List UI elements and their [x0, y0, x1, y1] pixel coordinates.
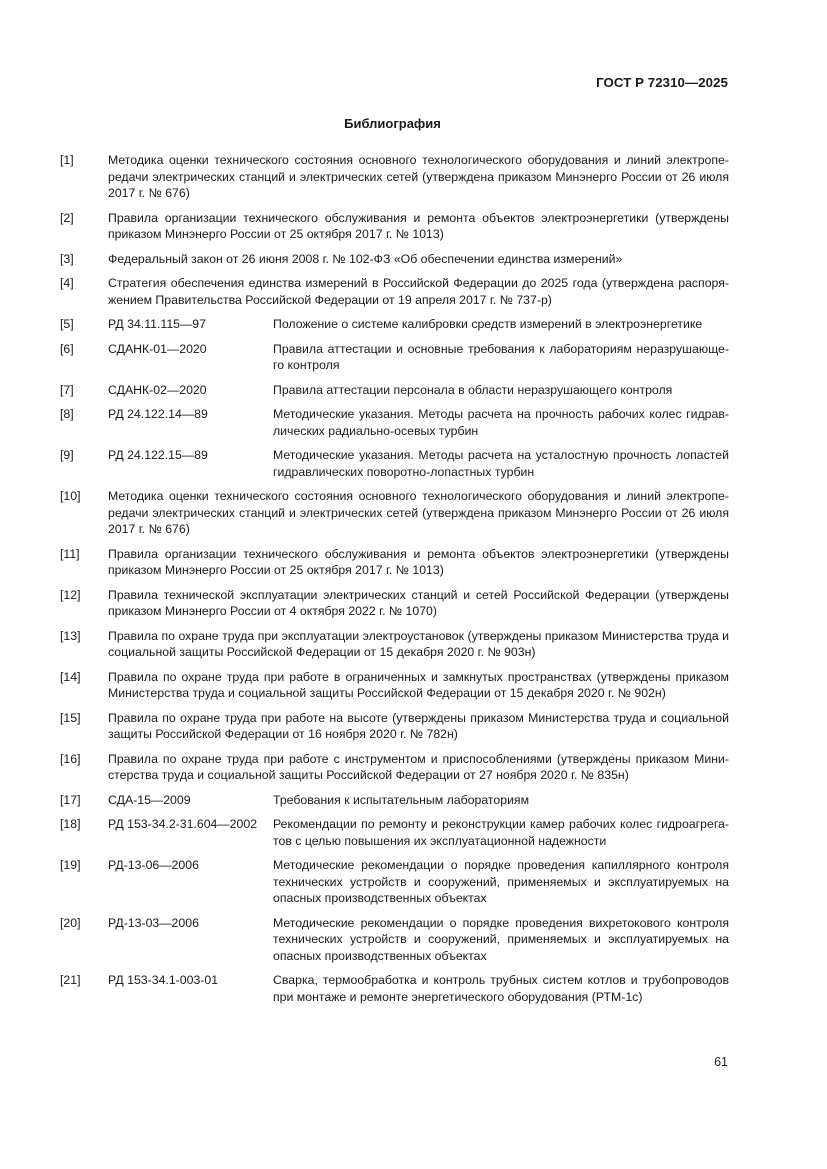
entry-number: [2]: [60, 210, 74, 225]
entry-number: [16]: [60, 751, 81, 766]
bibliography-entry: [60, 406, 729, 439]
entry-number: [7]: [60, 382, 74, 397]
entry-number: [9]: [60, 448, 74, 462]
bibliography-entry: [60, 857, 729, 907]
entry-number: [14]: [60, 669, 81, 684]
entry-number: [11]: [60, 546, 80, 561]
entry-document-code: СДА-15—2009: [108, 792, 191, 807]
entry-number: [8]: [60, 407, 74, 421]
entry-document-code: РД 153-34.1-003-01: [108, 973, 219, 987]
entry-number: [4]: [60, 276, 74, 290]
document-code: ГОСТ Р 72310—2025: [596, 75, 728, 90]
entry-text: Методика оценки технического состояния основного технологического оборудования и линий электропе-редачи электрических станций и электрических сетей (утверждена приказом Минэнерго России от 26 июля 2017 г. № 676): [108, 153, 729, 200]
entry-number: [6]: [60, 341, 74, 356]
entry-document-code: РД 34.11.115—97: [108, 317, 206, 331]
entry-text: Правила технической эксплуатации электрических станций и сетей Российской Федерации (утверждены приказом Минэнерго России от 4 октября 2022 г. № 1070): [108, 587, 729, 618]
bibliography-entry: [60, 915, 729, 965]
bibliography-entry: [60, 669, 729, 702]
entry-number: [12]: [60, 587, 81, 602]
bibliography-entry: [60, 587, 729, 620]
entry-description: Правила аттестации и основные требования к лабораториям неразрушающе-го контроля: [273, 341, 729, 372]
entry-description: Методические рекомендации о порядке проведения вихретокового контроля технических устройств и сооружений, применяемых и эксплуатируемых на опасных производственных объектах: [273, 915, 729, 963]
entry-description: Методические указания. Методы расчета на усталостную прочность лопастей гидравлических поворотно-лопастных турбин: [273, 448, 729, 479]
bibliography-entry: [60, 546, 729, 579]
bibliography-entry: [60, 210, 729, 243]
entry-text: Правила организации технического обслуживания и ремонта объектов электроэнергетики (утверждены приказом Минэнерго России от 25 октября 2017 г. № 1013): [108, 210, 729, 241]
entry-text: Методика оценки технического состояния основного технологического оборудования и линий электропе-редачи электрических станций и электрических сетей (утверждена приказом Минэнерго России от 26 июля 2017 г. № 676): [108, 489, 729, 536]
entry-description: Рекомендации по ремонту и реконструкции камер рабочих колес гидроагрега-тов с целью повышения их эксплуатационной надежности: [273, 817, 729, 848]
bibliography-entry: [60, 152, 729, 202]
entry-document-code: РД 24.122.15—89: [108, 448, 208, 462]
entry-document-code: РД 153-34.2-31.604—2002: [108, 817, 258, 831]
bibliography-list: [60, 152, 729, 1013]
bibliography-entry: [60, 251, 729, 268]
bibliography-entry: [60, 792, 729, 809]
entry-number: [3]: [60, 251, 74, 266]
bibliography-entry: [60, 710, 729, 743]
entry-document-code: СДАНК-02—2020: [108, 382, 207, 397]
entry-description: Методические рекомендации о порядке проведения капиллярного контроля технических устройств и сооружений, применяемых и эксплуатируемых на опасных производственных объектах: [273, 858, 729, 905]
entry-text: Правила по охране труда при работе на высоте (утверждены приказом Министерства труда и социальной защиты Российской Федерации от 16 ноября 2020 г. № 782н): [108, 710, 729, 741]
entry-number: [5]: [60, 317, 74, 331]
entry-number: [17]: [60, 792, 81, 807]
entry-description: Положение о системе калибровки средств измерений в электроэнергетике: [273, 317, 703, 331]
bibliography-entry: [60, 341, 729, 374]
page-title: Библиография: [344, 116, 441, 131]
bibliography-entry: [60, 628, 729, 661]
entry-number: [13]: [60, 628, 81, 643]
entry-description: Правила аттестации персонала в области неразрушающего контроля: [273, 382, 673, 397]
entry-text: Правила по охране труда при работе в ограниченных и замкнутых пространствах (утверждены приказом Министерства труда и социальной защиты Российской Федерации от 15 декабря 2020 г. № 902н): [108, 669, 729, 700]
entry-number: [10]: [60, 489, 81, 503]
entry-number: [19]: [60, 858, 81, 872]
entry-text: Правила по охране труда при работе с инструментом и приспособлениями (утверждены приказом Мини-стерства труда и социальной защиты Российской Федерации от 27 ноября 2020 г. № 835н): [108, 751, 729, 782]
entry-description: Требования к испытательным лабораториям: [273, 792, 530, 807]
entry-text: Федеральный закон от 26 июня 2008 г. № 102-ФЗ «Об обеспечении единства измерений»: [108, 251, 623, 266]
entry-description: Методические указания. Методы расчета на прочность рабочих колес гидрав-лических радиально-осевых турбин: [273, 407, 729, 438]
entry-number: [1]: [60, 153, 74, 167]
entry-document-code: РД-13-03—2006: [108, 915, 199, 930]
bibliography-entry: [60, 488, 729, 538]
entry-document-code: СДАНК-01—2020: [108, 341, 207, 356]
bibliography-entry: [60, 316, 729, 333]
entry-number: [21]: [60, 973, 81, 987]
entry-number: [20]: [60, 915, 81, 930]
entry-document-code: РД-13-06—2006: [108, 858, 199, 872]
entry-number: [18]: [60, 817, 81, 831]
entry-text: Стратегия обеспечения единства измерений в Российской Федерации до 2025 года (утверждена распоря-жением Правительства Российской Федерации от 19 апреля 2017 г. № 737-р): [108, 276, 729, 307]
bibliography-entry: [60, 382, 729, 399]
bibliography-entry: [60, 447, 729, 480]
entry-text: Правила по охране труда при эксплуатации электроустановок (утверждены приказом Министерства труда и социальной защиты Российской Федерации от 15 декабря 2020 г. № 903н): [108, 628, 729, 659]
entry-text: Правила организации технического обслуживания и ремонта объектов электроэнергетики (утверждены приказом Минэнерго России от 25 октября 2017 г. № 1013): [108, 546, 729, 577]
page-number: 61: [714, 1055, 728, 1069]
bibliography-entry: [60, 972, 729, 1005]
bibliography-entry: [60, 751, 729, 784]
entry-document-code: РД 24.122.14—89: [108, 407, 208, 421]
bibliography-entry: [60, 816, 729, 849]
entry-number: [15]: [60, 710, 81, 725]
bibliography-entry: [60, 275, 729, 308]
entry-description: Сварка, термообработка и контроль трубных систем котлов и трубопроводов при монтаже и ремонте энергетического оборудования (РТМ-1с): [273, 973, 729, 1004]
